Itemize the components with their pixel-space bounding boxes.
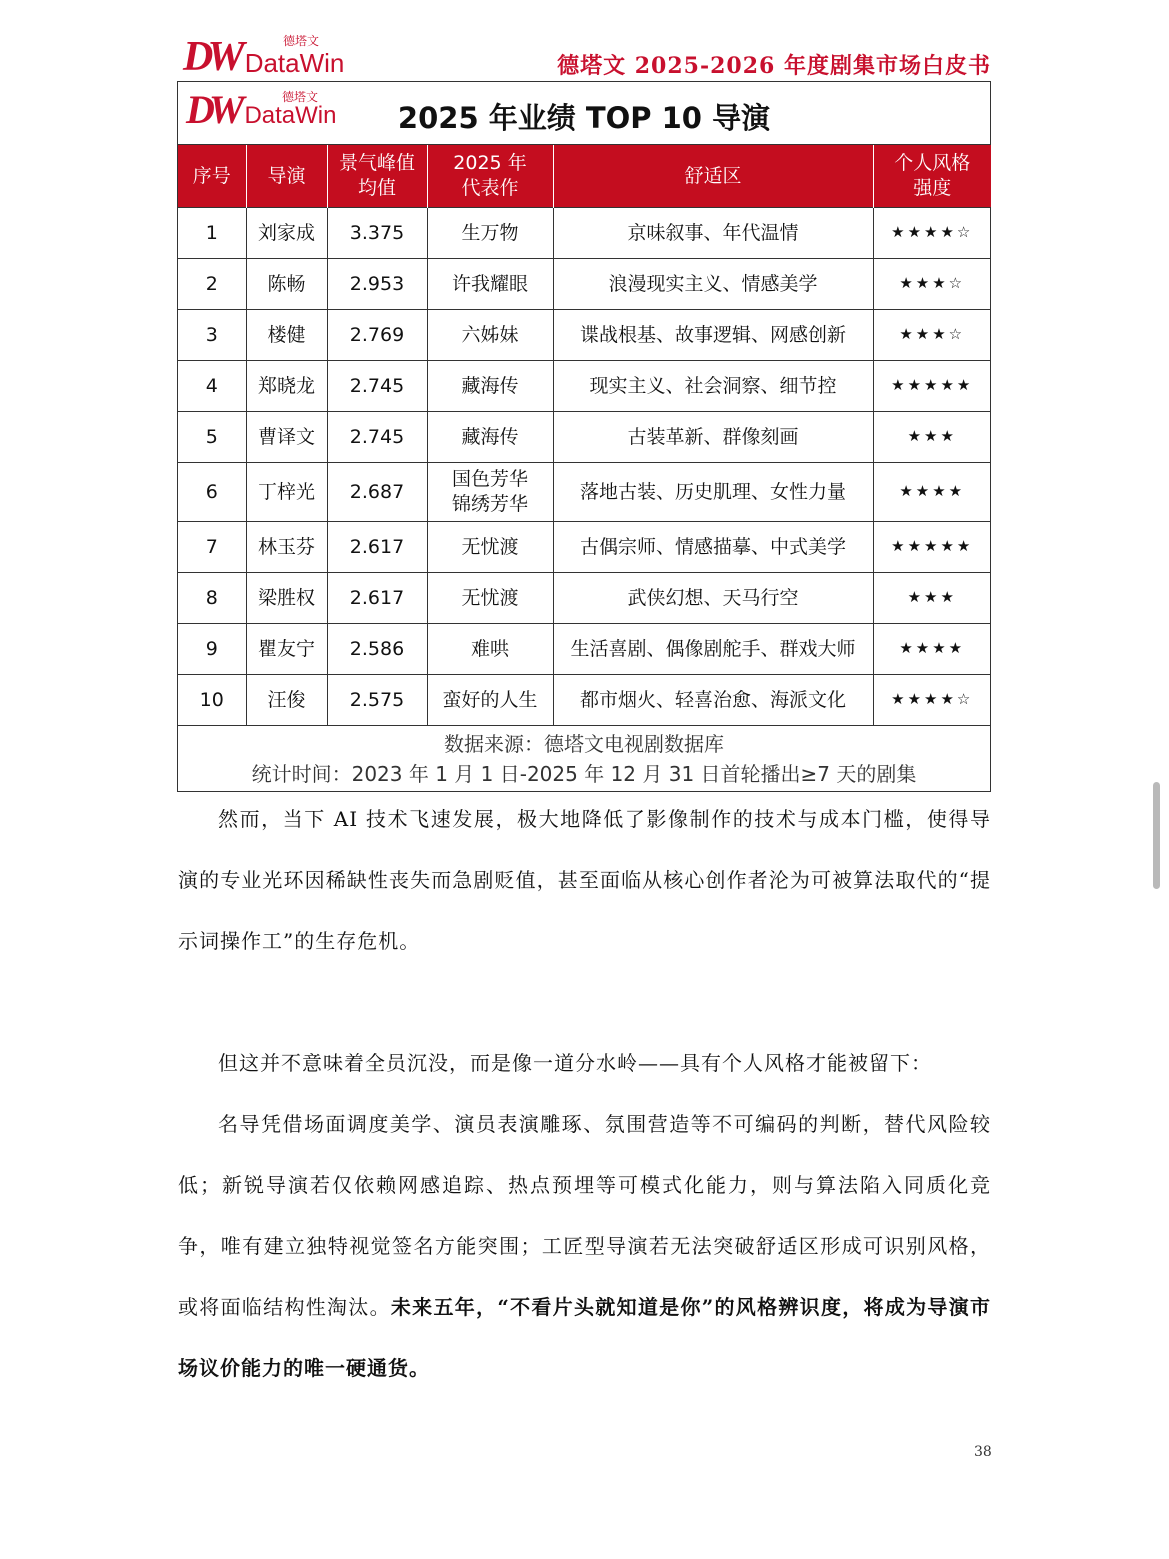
comfort-zone-cell: 浪漫现实主义、情感美学 <box>553 259 873 310</box>
table-title: 2025 年业绩 TOP 10 导演 <box>397 101 771 135</box>
work-cell: 藏海传 <box>427 412 553 463</box>
rank-cell: 10 <box>178 675 246 726</box>
director-cell: 刘家成 <box>246 208 327 259</box>
style-stars-cell: ★★★★☆ <box>873 675 991 726</box>
table-row <box>178 310 991 361</box>
style-stars-cell: ★★★☆ <box>873 259 991 310</box>
scrollbar-thumb[interactable] <box>1153 782 1160 889</box>
data-source: 数据来源：德塔文电视剧数据库 <box>444 732 724 756</box>
comfort-zone-cell: 都市烟火、轻喜治愈、海派文化 <box>553 675 873 726</box>
table-header-row <box>178 145 991 208</box>
peak-value-cell: 2.769 <box>327 310 427 361</box>
director-cell: 汪俊 <box>246 675 327 726</box>
director-cell: 梁胜权 <box>246 573 327 624</box>
col-peak-value: 景气峰值 均值 <box>327 145 427 208</box>
table-row <box>178 259 991 310</box>
style-stars-cell: ★★★★ <box>873 624 991 675</box>
logo-name: DataWin <box>244 48 345 78</box>
table-row <box>178 361 991 412</box>
director-table <box>178 145 991 725</box>
work-cell: 难哄 <box>427 624 553 675</box>
peak-value-cell: 2.586 <box>327 624 427 675</box>
work-cell: 许我耀眼 <box>427 259 553 310</box>
comfort-zone-cell: 谍战根基、故事逻辑、网感创新 <box>553 310 873 361</box>
work-cell: 无忧渡 <box>427 522 553 573</box>
style-stars-cell: ★★★☆ <box>873 310 991 361</box>
peak-value-cell: 2.745 <box>327 361 427 412</box>
table-row <box>178 573 991 624</box>
comfort-zone-cell: 古装革新、群像刻画 <box>553 412 873 463</box>
comfort-zone-cell: 京味叙事、年代温情 <box>553 208 873 259</box>
rank-cell: 2 <box>178 259 246 310</box>
comfort-zone-cell: 古偶宗师、情感描摹、中式美学 <box>553 522 873 573</box>
table-row <box>178 624 991 675</box>
peak-value-cell: 3.375 <box>327 208 427 259</box>
director-cell: 楼健 <box>246 310 327 361</box>
table-row <box>178 208 991 259</box>
table-row <box>178 522 991 573</box>
table-row <box>178 412 991 463</box>
style-stars-cell: ★★★★★ <box>873 361 991 412</box>
table-footnote <box>178 725 990 791</box>
col-work: 2025 年 代表作 <box>427 145 553 208</box>
col-style-strength: 个人风格 强度 <box>873 145 991 208</box>
document-title: 德塔文 2025-2026 年度剧集市场白皮书 <box>557 53 991 79</box>
table-row <box>178 463 991 522</box>
stat-period: 统计时间：2023 年 1 月 1 日-2025 年 12 月 31 日首轮播出≥7 天的剧集 <box>251 762 917 786</box>
work-cell: 生万物 <box>427 208 553 259</box>
datawin-logo <box>183 34 344 78</box>
table-row <box>178 675 991 726</box>
paragraph-1-text: 然而，当下 AI 技术飞速发展，极大地降低了影像制作的技术与成本门槛，使得导演的专业光环因稀缺性丧失而急剧贬值，甚至面临从核心创作者沦为可被算法取代的“提示词操作工”的生存危机。 <box>178 807 991 953</box>
work-cell: 藏海传 <box>427 361 553 412</box>
paragraph-3-text: 名导凭借场面调度美学、演员表演雕琢、氛围营造等不可编码的判断，替代风险较低；新锐导演若仅依赖网感追踪、热点预埋等可模式化能力，则与算法陷入同质化竞争，唯有建立独特视觉签名方能突围；工匠型导演若无法突破舒适区形成可识别风格，或将面临结构性淘汰。 <box>178 1112 991 1319</box>
peak-value-cell: 2.745 <box>327 412 427 463</box>
work-cell: 六姊妹 <box>427 310 553 361</box>
paragraph-group-2 <box>178 1033 991 1399</box>
paragraph-3 <box>178 1094 991 1399</box>
comfort-zone-cell: 落地古装、历史肌理、女性力量 <box>553 463 873 522</box>
director-cell: 陈畅 <box>246 259 327 310</box>
style-stars-cell: ★★★ <box>873 412 991 463</box>
table-header-band <box>178 82 990 145</box>
peak-value-cell: 2.575 <box>327 675 427 726</box>
logo-mark: DW <box>183 34 239 80</box>
rank-cell: 1 <box>178 208 246 259</box>
col-rank: 序号 <box>178 145 246 208</box>
director-cell: 林玉芬 <box>246 522 327 573</box>
top10-director-table <box>177 81 991 792</box>
rank-cell: 8 <box>178 573 246 624</box>
director-cell: 丁梓光 <box>246 463 327 522</box>
rank-cell: 7 <box>178 522 246 573</box>
rank-cell: 5 <box>178 412 246 463</box>
style-stars-cell: ★★★★★ <box>873 522 991 573</box>
peak-value-cell: 2.687 <box>327 463 427 522</box>
paragraph-3-bold-conclusion: 未来五年，“不看片头就知道是你”的风格辨识度，将成为导演市场议价能力的唯一硬通货。 <box>178 1295 991 1380</box>
work-cell: 国色芳华 锦绣芳华 <box>427 463 553 522</box>
paragraph-1 <box>178 789 991 972</box>
page-number: 38 <box>974 1444 992 1460</box>
col-comfort-zone: 舒适区 <box>553 145 873 208</box>
paragraph-2-text: 但这并不意味着全员沉没，而是像一道分水岭——具有个人风格才能被留下： <box>218 1051 932 1075</box>
peak-value-cell: 2.617 <box>327 573 427 624</box>
style-stars-cell: ★★★ <box>873 573 991 624</box>
comfort-zone-cell: 生活喜剧、偶像剧舵手、群戏大师 <box>553 624 873 675</box>
work-cell: 蛮好的人生 <box>427 675 553 726</box>
work-cell: 无忧渡 <box>427 573 553 624</box>
rank-cell: 9 <box>178 624 246 675</box>
col-director: 导演 <box>246 145 327 208</box>
table-logo-name: DataWin <box>244 102 337 129</box>
comfort-zone-cell: 武侠幻想、天马行空 <box>553 573 873 624</box>
peak-value-cell: 2.953 <box>327 259 427 310</box>
comfort-zone-cell: 现实主义、社会洞察、细节控 <box>553 361 873 412</box>
peak-value-cell: 2.617 <box>327 522 427 573</box>
director-cell: 瞿友宁 <box>246 624 327 675</box>
table-logo-mark: DW <box>186 87 239 132</box>
rank-cell: 3 <box>178 310 246 361</box>
director-cell: 郑晓龙 <box>246 361 327 412</box>
style-stars-cell: ★★★★ <box>873 463 991 522</box>
table-logo-cn: 德塔文 <box>282 90 319 104</box>
logo-cn: 德塔文 <box>283 34 320 48</box>
rank-cell: 4 <box>178 361 246 412</box>
director-cell: 曹译文 <box>246 412 327 463</box>
rank-cell: 6 <box>178 463 246 522</box>
style-stars-cell: ★★★★☆ <box>873 208 991 259</box>
